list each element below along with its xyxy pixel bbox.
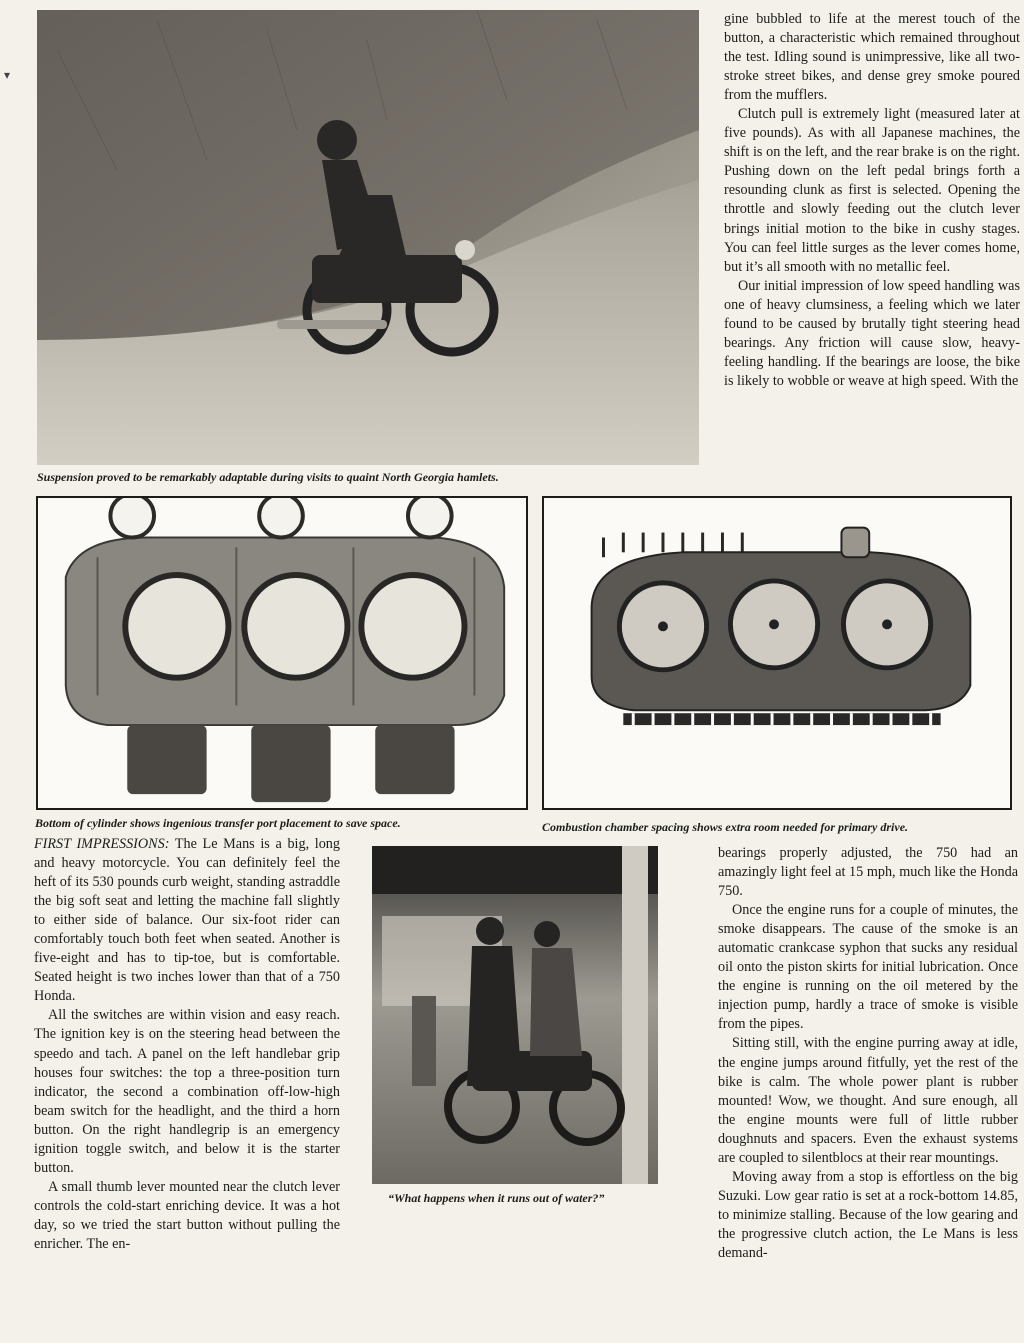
caption-cylinder-bottom: Bottom of cylinder shows ingenious transfer port placement to save space. xyxy=(35,816,401,830)
combustion-chamber-photo xyxy=(542,496,1012,810)
text-paragraph: Once the engine runs for a couple of minutes, the smoke disappears. The cause of the smoke is an automatic crankcase syphon that sucks any residual oil onto the piston skirts for initial lubrication. Once the engine is running on the oil metered by the injection pump, hardly a trace of smoke is visible from the pipes. xyxy=(718,902,1018,1033)
caption-gas-station: “What happens when it runs out of water?” xyxy=(388,1191,605,1205)
motorcycle-hill-photo xyxy=(37,10,699,465)
text-paragraph: bearings properly adjusted, the 750 had an amazingly light feel at 15 mph, much like the Honda 750. xyxy=(718,845,1018,900)
bottom-right-text-column xyxy=(718,844,1018,1341)
caption-combustion-chamber: Combustion chamber spacing shows extra room needed for primary drive. xyxy=(542,820,909,834)
text-paragraph: FIRST IMPRESSIONS: The Le Mans is a big, long and heavy motorcycle. You can definitely feel the heft of its 530 pounds curb weight, standing astraddle the big soft seat and letting the machine fall slightly to either side of balance. Our six-foot rider can comfortably touch both feet when seated. Another is five-eight and has to tip-toe, but is comfortable. Seated height is two inches lower than that of a 750 Honda. xyxy=(34,836,340,1005)
caption-motorcycle-hill: Suspension proved to be remarkably adaptable during visits to quaint North Georgia hamlets. xyxy=(37,470,499,484)
text-paragraph: Our initial impression of low speed handling was one of heavy clumsiness, a feeling which we later found to be caused by brutally tight steering head bearings. Any friction will cause slow, heavy-feeling handling. If the bearings are loose, the bike is likely to wobble or weave at high speed. With the xyxy=(724,277,1020,389)
text-paragraph: Clutch pull is extremely light (measured later at five pounds). As with all Japanese machines, the shift is on the left, and the rear brake is on the right. Pushing down on the left pedal brings forth a resounding clunk as first is selected. Opening the throttle and slowly feeding out the clutch lever brings initial motion to the bike in cushy stages. You can feel little surges as the lever comes home, but it’s all smooth with no metallic feel. xyxy=(724,106,1020,275)
text-paragraph: gine bubbled to life at the merest touch of the button, a characteristic which remained throughout the test. Idling sound is unimpressive, like all two-stroke street bikes, and dense grey smoke poured from the mufflers. xyxy=(724,11,1020,104)
text-paragraph: Moving away from a stop is effortless on the big Suzuki. Low gear ratio is set at a rock-bottom 14.85, to minimize stalling. Because of the low gearing and the progressive clutch action, the Le Mans is less demand- xyxy=(718,1168,1018,1261)
text-paragraph: A small thumb lever mounted near the clutch lever controls the cold-start enriching device. It was a hot day, so we tried the start button without pulling the enricher. The en- xyxy=(34,1178,340,1252)
margin-mark: ▾ xyxy=(4,68,11,82)
gas-station-photo xyxy=(372,846,658,1184)
text-paragraph: Sitting still, with the engine purring away at idle, the engine jumps around fitfully, yet the rest of the bike is calm. The whole power plant is rubber mounted! Wow, we thought. And sure enough, all the engine mounts were full of little rubber doughnuts and spacers. Even the exhaust systems are coupled to silentblocs at their rear mountings. xyxy=(718,1035,1018,1166)
left-text-column xyxy=(34,835,340,1341)
section-lead: FIRST IMPRESSIONS: xyxy=(34,836,170,852)
text-paragraph: All the switches are within vision and easy reach. The ignition key is on the steering head between the speedo and tach. A panel on the left handlebar grip houses four switches: the top a three-position turn indicator, the second a combination off-low-high beam switch for the headlight, and the third a horn button. On the right handlegrip is an emergency ignition toggle switch, and below it is the starter button. xyxy=(34,1007,340,1176)
top-right-text-column xyxy=(724,10,1020,480)
cylinder-bottom-photo xyxy=(36,496,528,810)
